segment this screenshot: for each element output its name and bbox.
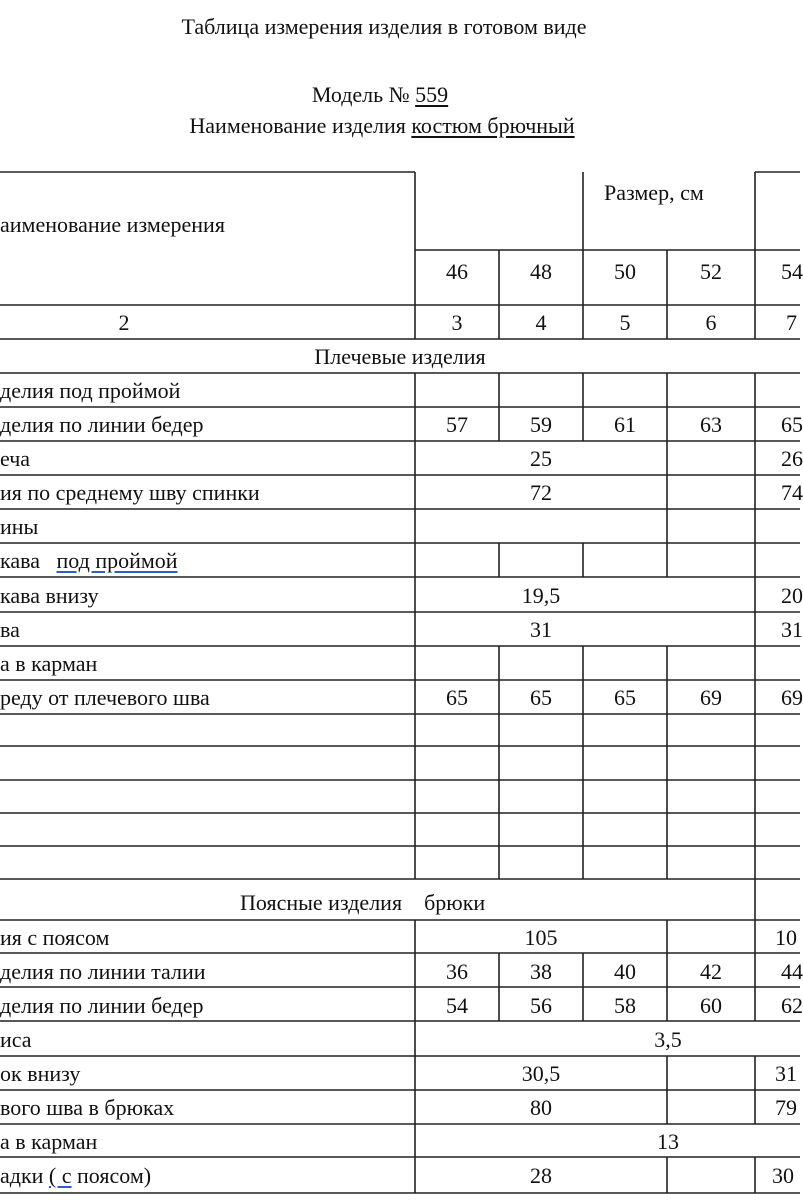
row-label: вого шва в брюках (0, 1095, 175, 1120)
size-52: 52 (700, 259, 722, 284)
product-line (189, 115, 574, 137)
cell-value: 65 (781, 412, 803, 437)
row-label: а в карман (0, 1129, 98, 1154)
cell-value: 79 (775, 1095, 797, 1120)
row-label: адки ( с поясом) (0, 1163, 152, 1188)
cell-value: 65 (530, 685, 552, 710)
cell-value: 65 (446, 685, 468, 710)
product-label: Наименование изделия (189, 113, 406, 138)
cell-value: 40 (614, 959, 636, 984)
cell-value: 20 (781, 583, 803, 608)
cell-value: 31 (530, 617, 552, 642)
cell-value: 69 (781, 685, 803, 710)
cell-value: 31 (781, 617, 803, 642)
cell-value: 10 (775, 925, 797, 950)
cell-value: 56 (530, 993, 552, 1018)
col-number: 5 (619, 310, 631, 335)
product-name: костюм брючный (411, 113, 575, 138)
cell-value: 60 (700, 993, 722, 1018)
size-54: 54 (781, 259, 803, 284)
cell-value: 63 (700, 412, 722, 437)
row-label: ины (0, 514, 39, 539)
cell-value: 69 (700, 685, 722, 710)
cell-value: 30 (772, 1163, 794, 1188)
cell-value: 31 (775, 1061, 797, 1086)
column-header-measurement: аименование измерения (0, 212, 225, 237)
row-label: а в карман (0, 651, 98, 676)
row-label: ва (0, 617, 20, 642)
col-number: 7 (786, 310, 797, 335)
row-label: делия под проймой (0, 378, 181, 403)
col-number: 6 (705, 310, 717, 335)
cell-value: 44 (781, 959, 803, 984)
cell-value: 54 (446, 993, 468, 1018)
section-title: Плечевые изделия (314, 344, 486, 369)
cell-value: 65 (614, 685, 636, 710)
cell-value: 72 (530, 480, 552, 505)
col-number: 2 (118, 310, 130, 335)
row-label: реду от плечевого шва (0, 685, 210, 710)
cell-value: 74 (781, 480, 803, 505)
cell-value: 13 (657, 1129, 679, 1154)
row-label: кава внизу (0, 583, 99, 608)
column-header-size: Размер, см (604, 180, 704, 205)
row-label: ок внизу (0, 1061, 81, 1086)
col-number: 3 (451, 310, 463, 335)
cell-value: 59 (530, 412, 552, 437)
row-label: делия по линии бедер (0, 412, 204, 437)
row-label: еча (0, 446, 31, 471)
row-label: ия по среднему шву спинки (0, 480, 260, 505)
row-label: иса (0, 1027, 32, 1052)
cell-value: 38 (530, 959, 552, 984)
cell-value: 61 (614, 412, 636, 437)
cell-value: 26 (781, 446, 803, 471)
row-label: делия по линии бедер (0, 993, 204, 1018)
cell-value: 80 (530, 1095, 552, 1120)
row-label: кава под проймой (0, 548, 178, 573)
cell-value: 30,5 (521, 1061, 561, 1086)
cell-value: 105 (524, 925, 558, 950)
size-48: 48 (530, 259, 552, 284)
cell-value: 58 (614, 993, 636, 1018)
model-number: 559 (415, 82, 449, 107)
cell-value: 36 (446, 959, 468, 984)
page-title: Таблица измерения изделия в готовом виде (181, 14, 587, 39)
section-title: Поясные изделия брюки (240, 890, 486, 915)
size-46: 46 (446, 259, 468, 284)
col-number: 4 (535, 310, 547, 335)
model-label: Модель № (311, 82, 410, 107)
cell-value: 28 (530, 1163, 552, 1188)
cell-value: 42 (700, 959, 722, 984)
model-line (312, 84, 448, 106)
cell-value: 62 (781, 993, 803, 1018)
cell-value: 19,5 (521, 583, 561, 608)
row-label: ия с поясом (0, 925, 110, 950)
cell-value: 57 (446, 412, 468, 437)
cell-value: 25 (530, 446, 552, 471)
size-50: 50 (614, 259, 636, 284)
cell-value: 3,5 (654, 1027, 682, 1052)
row-label: делия по линии талии (0, 959, 206, 984)
